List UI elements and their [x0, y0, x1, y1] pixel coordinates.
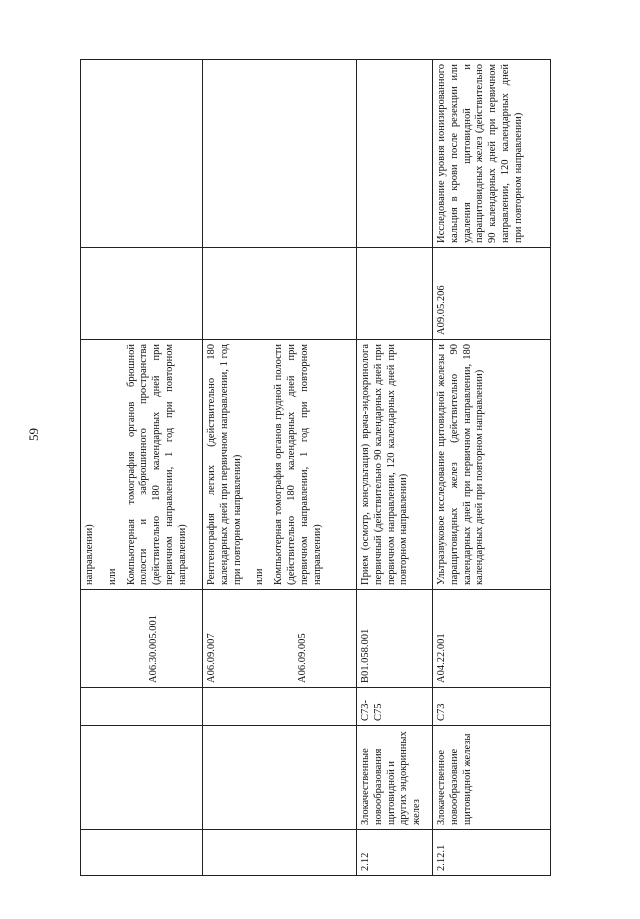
- service-code-cell: [81, 590, 203, 688]
- additional-code-cell: [357, 248, 433, 340]
- additional-service-cell: [203, 60, 357, 248]
- service-name-cell: [433, 340, 551, 590]
- diagnosis-name-cell: Злокачественное новообразование щитовидной железы: [433, 726, 551, 830]
- service-name-cell: [203, 340, 357, 590]
- service-code-cell: [203, 590, 357, 688]
- service-text-bottom: Компьютерная томография органов грудной полости (действительно 180 календарных дней при первичном направлении, 1 год при повторном направлении): [273, 344, 323, 585]
- service-code-top: A06.09.007: [206, 633, 217, 683]
- service-or-label: или: [254, 568, 266, 585]
- row-number-cell: [203, 830, 357, 876]
- service-code-bottom: A06.09.005: [296, 633, 308, 683]
- additional-service-cell: Исследование уровня ионизированного кальция в крови после резекции или удаления щитовидной и паращитовидных желез (действительно 90 календарных дней при первичном направлении, 120 календарных дней при повторном направлении): [433, 60, 551, 248]
- mkb-code-cell: [81, 688, 203, 726]
- service-code-cell: [357, 590, 433, 688]
- service-or-label: или: [106, 568, 118, 585]
- row-number-cell: 2.12: [357, 830, 433, 876]
- service-text-top: Прием (осмотр, консультация) врача-эндокринолога первичный (действительно 90 календарных дней при первичном направлении, 120 календарных дней при повторном направлении): [360, 344, 410, 585]
- service-code-top: A04.22.001: [436, 633, 447, 683]
- service-name-cell: [81, 340, 203, 590]
- service-code-bottom: A06.30.005.001: [148, 615, 159, 683]
- additional-code-cell: [81, 248, 203, 340]
- row-number-cell: 2.12.1: [433, 830, 551, 876]
- rotated-table-canvas: [80, 60, 550, 876]
- service-text-top: направлении): [84, 524, 95, 585]
- page-number: 59: [26, 428, 41, 441]
- mkb-code-cell: C73: [433, 688, 551, 726]
- additional-service-cell: [81, 60, 203, 248]
- row-number-cell: [81, 830, 203, 876]
- service-code-top: B01.058.001: [360, 628, 371, 683]
- service-text-top: Рентгенография легких (действительно 180 календарных дней при первичном направлении, 1 год при повторном направлении): [206, 344, 243, 585]
- additional-service-cell: [357, 60, 433, 248]
- service-name-cell: [357, 340, 433, 590]
- additional-code-cell: [203, 248, 357, 340]
- diagnosis-name-cell: Злокачественные новообразования щитовидной и других эндокринных желез: [357, 726, 433, 830]
- service-text-bottom: Компьютерная томография органов брюшной полости и забрюшинного пространства (действительно 180 календарных дней при первичном направлении, 1 год при повторном направлении): [125, 344, 188, 585]
- diagnosis-name-cell: [81, 726, 203, 830]
- mkb-code-cell: C73-C75: [357, 688, 433, 726]
- additional-code-cell: A09.05.206: [433, 248, 551, 340]
- table-row: [433, 60, 551, 876]
- mkb-code-cell: [203, 688, 357, 726]
- diagnosis-name-cell: [203, 726, 357, 830]
- service-code-cell: [433, 590, 551, 688]
- table-row: [203, 60, 357, 876]
- services-table: [80, 59, 551, 876]
- table-row: [81, 60, 203, 876]
- table-row: [357, 60, 433, 876]
- service-text-top: Ультразвуковое исследование щитовидной железы и паращитовидных желез (действительно 90 календарных дней при первичном направлении, 180 календарных дней при повторном направлении): [436, 344, 486, 585]
